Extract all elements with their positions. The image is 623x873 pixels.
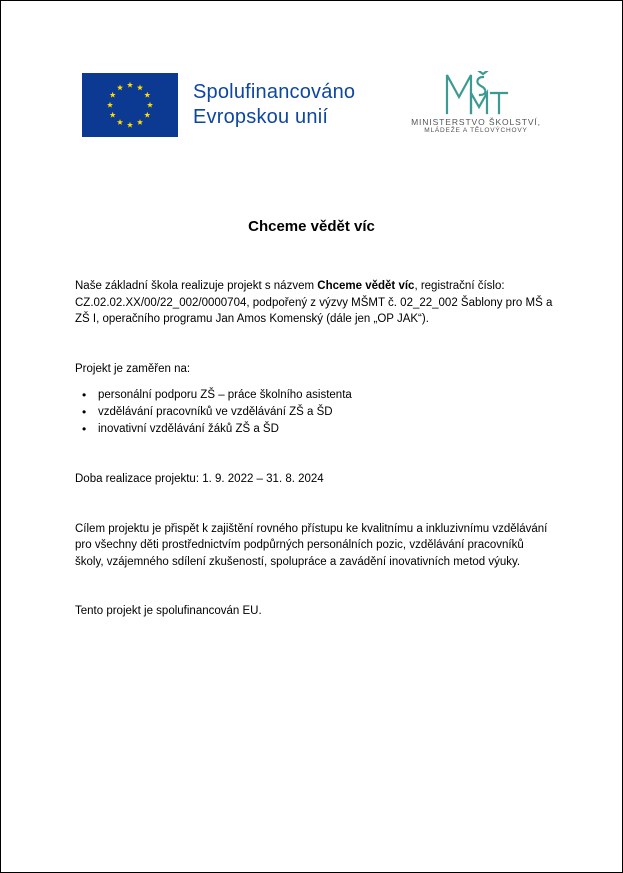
intro-paragraph xyxy=(75,278,555,328)
eu-logo xyxy=(82,73,355,137)
focus-list xyxy=(75,387,555,438)
cofinancing-note: Tento projekt je spolufinancován EU. xyxy=(75,605,262,617)
document-body xyxy=(75,278,555,620)
project-goal: Cílem projektu je přispět k zajištění rovného přístupu ke kvalitnímu a inkluzivnímu vzdělávání pro všechny děti prostřednictvím podpůrných personálních pozic, vzdělávání pracovníků školy, vzájemného sdílení zkušeností, spolupráce a zavádění inovativních metod výuky. xyxy=(75,522,548,568)
list-item: • vzdělávání pracovníků ve vzdělávání ZŠ a ŠD xyxy=(98,404,555,421)
list-item: • inovativní vzdělávání žáků ZŠ a ŠD xyxy=(98,421,555,438)
intro-text-after: , registrační číslo: CZ.02.02.XX/00/22_002/0000704, podpořený z výzvy MŠMT č. 02_22_002 Šablony pro MŠ a ZŠ I, operačního programu Jan Amos Komenský (dále jen „OP JAK“). xyxy=(75,280,553,325)
project-period: Doba realizace projektu: 1. 9. 2022 – 31. 8. 2024 xyxy=(75,473,324,485)
eu-flag-icon xyxy=(82,73,178,137)
focus-label: Projekt je zaměřen na: xyxy=(75,362,191,375)
eu-text-line1: Spolufinancováno xyxy=(193,81,356,103)
eu-text-line2: Evropskou unií xyxy=(193,106,329,128)
list-item: • personální podporu ZŠ – práce školního asistenta xyxy=(98,387,555,404)
document-title: Chceme vědět víc xyxy=(248,218,375,235)
intro-text-before: Naše základní škola realizuje projekt s názvem xyxy=(75,280,318,292)
msmt-name: MINISTERSTVO ŠKOLSTVÍ, xyxy=(411,117,541,127)
eu-cofinanced-text xyxy=(193,80,355,130)
msmt-monogram-icon xyxy=(441,71,511,115)
intro-project-name: Chceme vědět víc xyxy=(317,280,415,292)
msmt-subtitle: MLÁDEŽE A TĚLOVÝCHOVY xyxy=(424,127,528,134)
msmt-logo xyxy=(406,71,546,135)
